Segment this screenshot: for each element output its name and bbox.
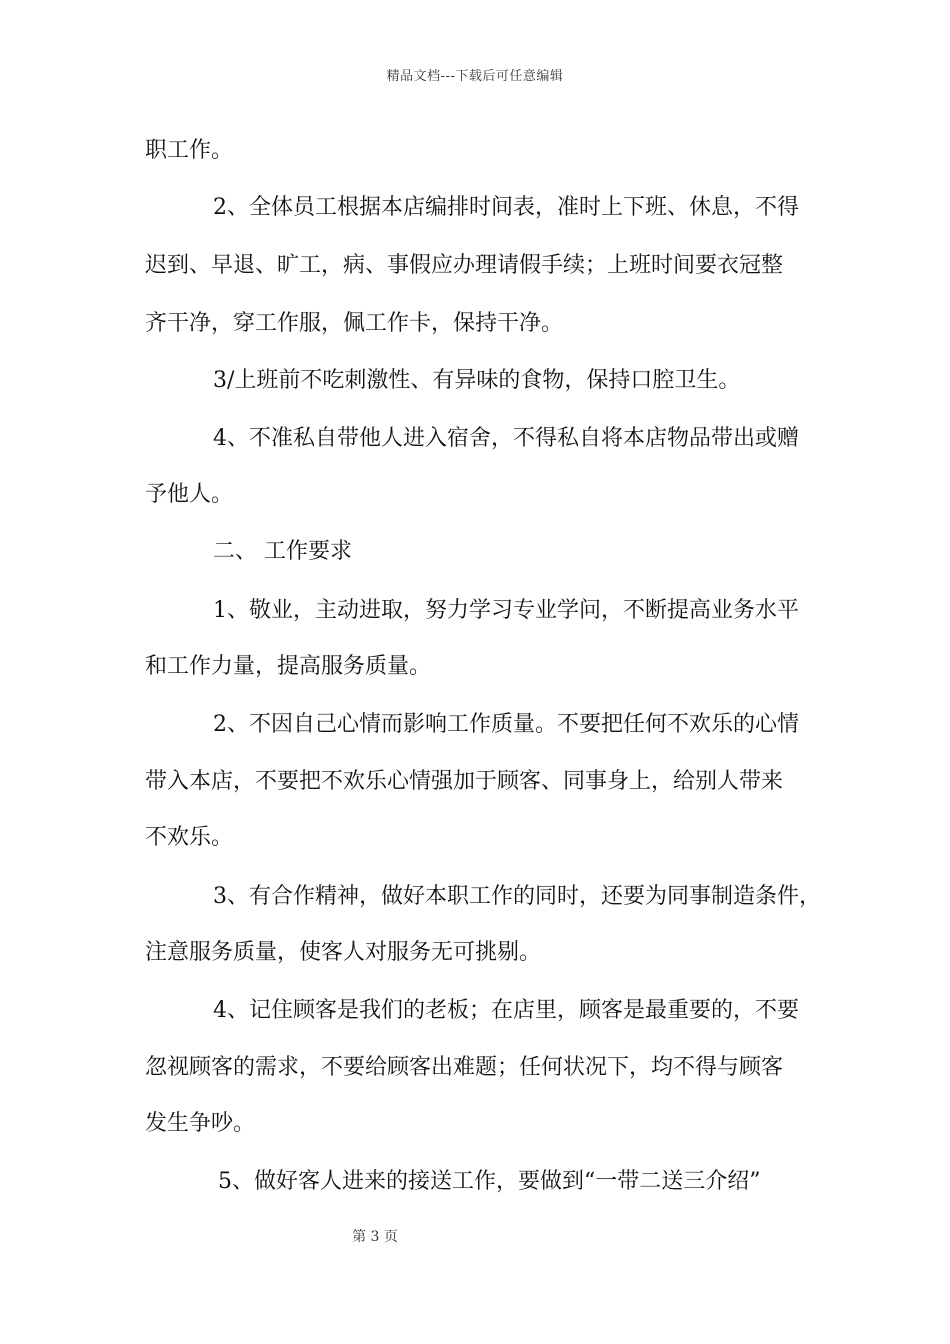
text-line: 迟到、早退、旷工，病、事假应办理请假手续；上班时间要衣冠整 [145, 253, 784, 278]
text-line: 1、敬业，主动进取，努力学习专业学问，不断提高业务水平 [213, 598, 799, 623]
text-line: 职工作。 [145, 138, 234, 163]
text-line: 带入本店，不要把不欢乐心情强加于顾客、同事身上，给别人带来 [145, 769, 784, 794]
page-header: 精品文档---下载后可任意编辑 [386, 69, 564, 84]
page-number: 第 3 页 [352, 1229, 398, 1245]
text-line: 4、不准私自带他人进入宿舍，不得私自将本店物品带出或赠 [213, 426, 799, 451]
text-line: 注意服务质量，使客人对服务无可挑剔。 [145, 940, 542, 965]
section-heading: 二、 工作要求 [213, 539, 352, 564]
text-line: 予他人。 [145, 482, 234, 507]
text-line: 忽视顾客的需求，不要给顾客出难题；任何状况下，均不得与顾客 [145, 1055, 784, 1080]
text-line: 发生争吵。 [145, 1111, 256, 1136]
text-line: 和工作力量，提高服务质量。 [145, 654, 432, 679]
text-line: 3/上班前不吃刺激性、有异味的食物，保持口腔卫生。 [213, 368, 741, 393]
text-line: 5、做好客人进来的接送工作，要做到“一带二送三介绍” [218, 1169, 761, 1194]
text-line: 齐干净，穿工作服，佩工作卡，保持干净。 [145, 311, 564, 336]
text-line: 不欢乐。 [145, 825, 234, 850]
text-line: 3、有合作精神，做好本职工作的同时，还要为同事制造条件， [213, 884, 821, 909]
text-line: 4、记住顾客是我们的老板；在店里，顾客是最重要的，不要 [213, 998, 799, 1023]
text-line: 2、不因自己心情而影响工作质量。不要把任何不欢乐的心情 [213, 712, 799, 737]
text-line: 2、全体员工根据本店编排时间表，准时上下班、休息，不得 [213, 195, 799, 220]
